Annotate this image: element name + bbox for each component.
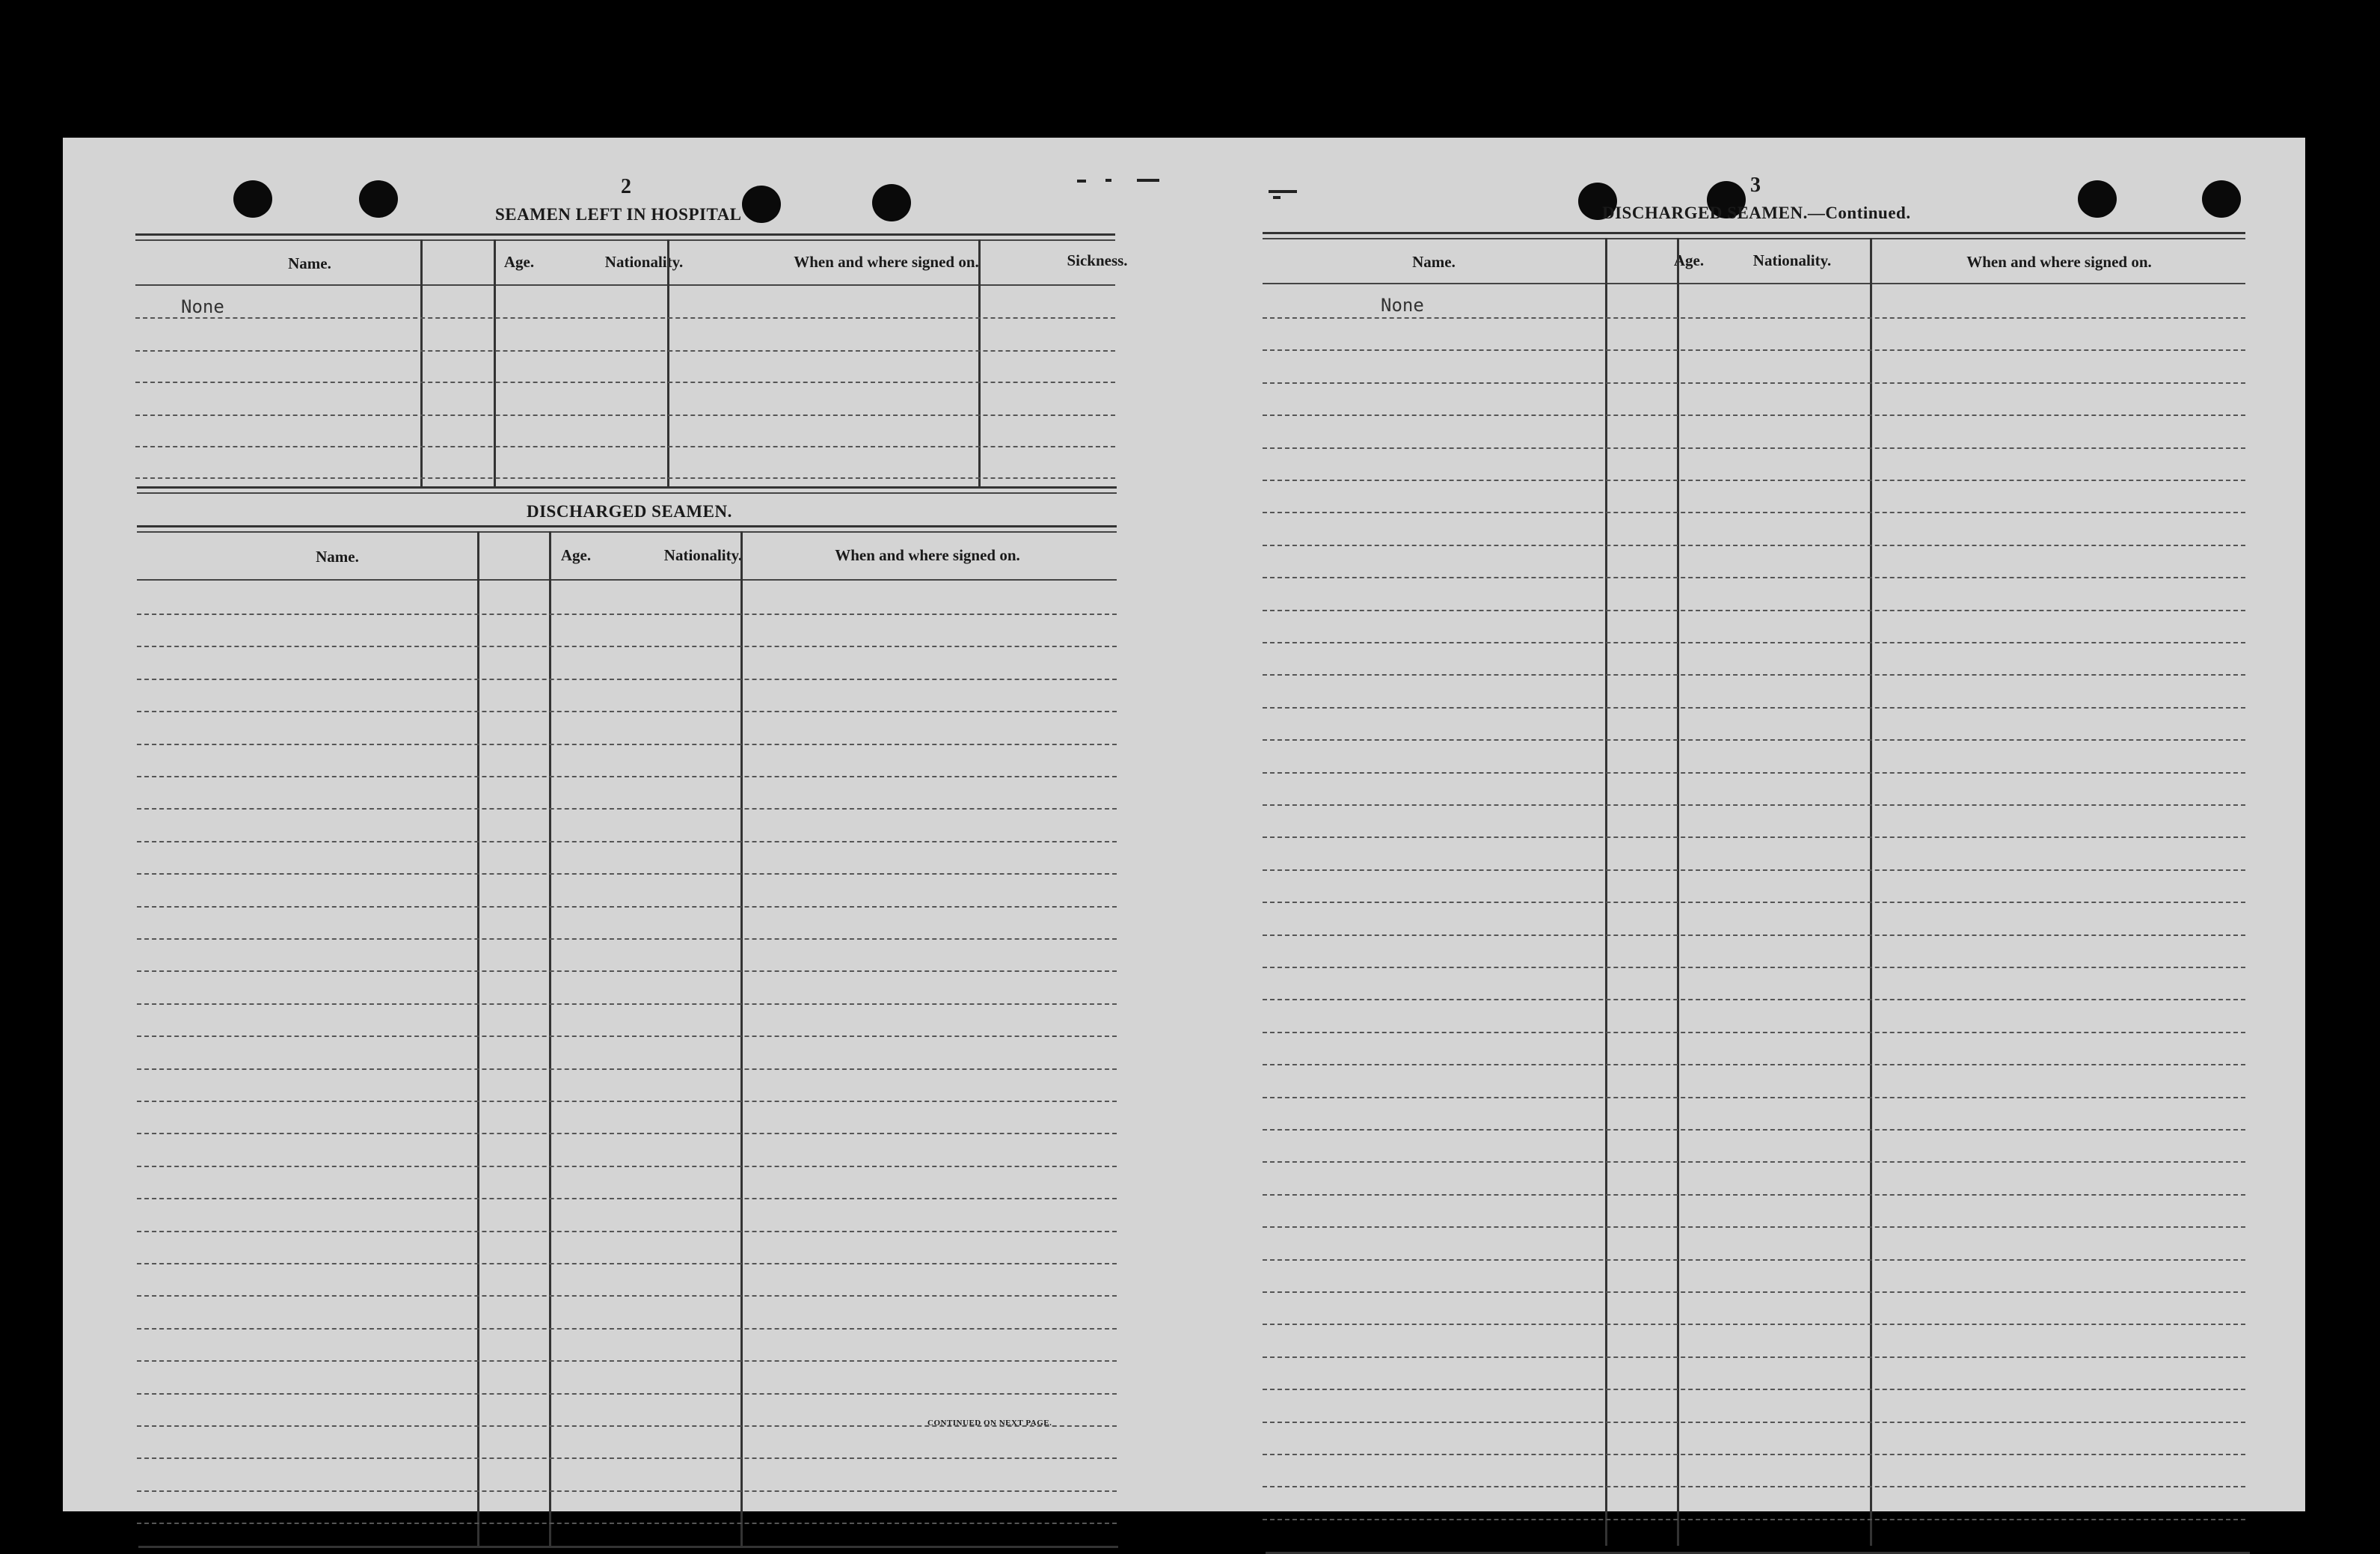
column-divider [667,239,669,486]
column-header-rule [137,579,1117,581]
entry-line [1263,349,2245,351]
entry-line [135,414,1115,416]
discharged-continued-title: DISCHARGED SEAMEN.—Continued. [1602,204,1911,222]
section-rule [137,492,1117,494]
entry-line [137,744,1117,745]
header-rule [1263,238,2245,239]
entry-line [1263,1064,2245,1065]
entry-line [1263,1161,2245,1163]
entry-line [1263,1291,2245,1293]
hospital-col-sickness: Sickness. [1067,251,1128,269]
entry-line [1263,869,2245,871]
entry-line [1263,1389,2245,1390]
entry-line [137,938,1117,940]
bottom-rule [138,1546,1118,1548]
entry-line [1263,967,2245,968]
entry-line [137,1523,1117,1524]
hospital-col-nationality: Nationality. [604,253,684,271]
entry-line [137,1003,1117,1005]
punch-hole [872,184,911,221]
entry-line [1263,674,2245,676]
entry-line [1263,1194,2245,1196]
entry-line [137,1231,1117,1232]
entry-line [1263,577,2245,578]
entry-line [1263,902,2245,903]
discharged-col-age: Age. [560,546,592,564]
entry-line [137,1490,1117,1492]
punch-hole [2078,180,2117,218]
section-rule [137,486,1117,489]
entry-line [1263,836,2245,838]
entry-line [137,1295,1117,1297]
entry-line [1263,1486,2245,1487]
entry-line [1263,480,2245,481]
entry-line [1263,934,2245,936]
entry-line [137,1101,1117,1102]
entry-line [1263,1324,2245,1325]
entry-line [135,446,1115,447]
entry-line [137,906,1117,908]
document-sheet [63,138,2305,1511]
entry-line [1263,1422,2245,1423]
right-col-nationality: Nationality. [1752,251,1832,269]
entry-line [137,1328,1117,1330]
right-col-signed-on: When and where signed on. [1966,253,2152,271]
header-rule [1263,232,2245,234]
punch-hole [742,186,781,223]
entry-line [137,1198,1117,1199]
column-header-rule [1263,283,2245,284]
header-rule [135,239,1115,241]
section-rule [137,531,1117,533]
entry-line [1263,999,2245,1000]
entry-line [137,1036,1117,1037]
entry-line [1263,1129,2245,1131]
entry-line [137,711,1117,712]
entry-line [137,873,1117,875]
entry-line [137,1360,1117,1362]
entry-line [1263,1226,2245,1228]
entry-line [1263,382,2245,384]
scan-speck [1269,190,1297,193]
scan-speck [1273,196,1281,199]
entry-line [137,1263,1117,1264]
hospital-col-age: Age. [503,253,535,271]
entry-line [1263,1097,2245,1098]
entry-line [137,808,1117,810]
entry-line [1263,317,2245,319]
entry-line [1263,1356,2245,1358]
entry-line [135,350,1115,352]
scan-speck [1137,179,1159,182]
entry-line [1263,739,2245,741]
page-number-right: 3 [1750,174,1761,197]
entry-line [137,841,1117,842]
entry-line [1263,1259,2245,1261]
entry-line [1263,1032,2245,1033]
entry-line [1263,545,2245,546]
hospital-section-title: SEAMEN LEFT IN HOSPITAL [495,205,742,224]
column-divider [1870,238,1872,1546]
entry-line [1263,1519,2245,1520]
punch-hole [2202,180,2241,218]
entry-line [137,679,1117,680]
discharged-section-title: DISCHARGED SEAMEN. [527,502,732,521]
discharged-col-name: Name. [316,548,359,566]
right-entry-text: None [1381,295,1424,316]
entry-line [1263,610,2245,611]
entry-line [137,1457,1117,1459]
punch-hole [233,180,272,218]
entry-line [1263,512,2245,513]
entry-line [135,317,1115,319]
column-divider [1605,238,1607,1546]
continued-footer: CONTINUED ON NEXT PAGE. [927,1419,1052,1428]
entry-line [1263,414,2245,416]
discharged-col-nationality: Nationality. [663,546,743,564]
entry-line [137,1068,1117,1070]
entry-line [1263,707,2245,709]
section-rule [137,525,1117,527]
column-divider [494,239,496,486]
scan-speck [1077,180,1086,183]
entry-line [137,1166,1117,1167]
entry-line [1263,772,2245,774]
entry-line [137,614,1117,615]
entry-line [1263,447,2245,449]
entry-line [137,646,1117,647]
entry-line [137,970,1117,972]
entry-line [1263,1454,2245,1455]
hospital-col-name: Name. [288,254,331,272]
entry-line [137,776,1117,777]
entry-line [135,382,1115,383]
right-col-age: Age. [1673,251,1705,269]
column-divider [1677,238,1679,1546]
column-header-rule [135,284,1115,286]
discharged-col-signed-on: When and where signed on. [835,546,1020,564]
column-divider [420,239,423,486]
entry-line [135,477,1115,479]
hospital-entry-text: None [181,296,224,317]
entry-line [137,1133,1117,1134]
entry-line [1263,642,2245,643]
page-number-left: 2 [621,175,631,198]
column-divider [978,239,981,486]
entry-line [137,1393,1117,1395]
header-rule [135,233,1115,236]
entry-line [1263,804,2245,806]
hospital-col-signed-on: When and where signed on. [794,253,979,271]
scan-speck [1105,179,1111,182]
punch-hole [359,180,398,218]
right-col-name: Name. [1412,253,1456,271]
